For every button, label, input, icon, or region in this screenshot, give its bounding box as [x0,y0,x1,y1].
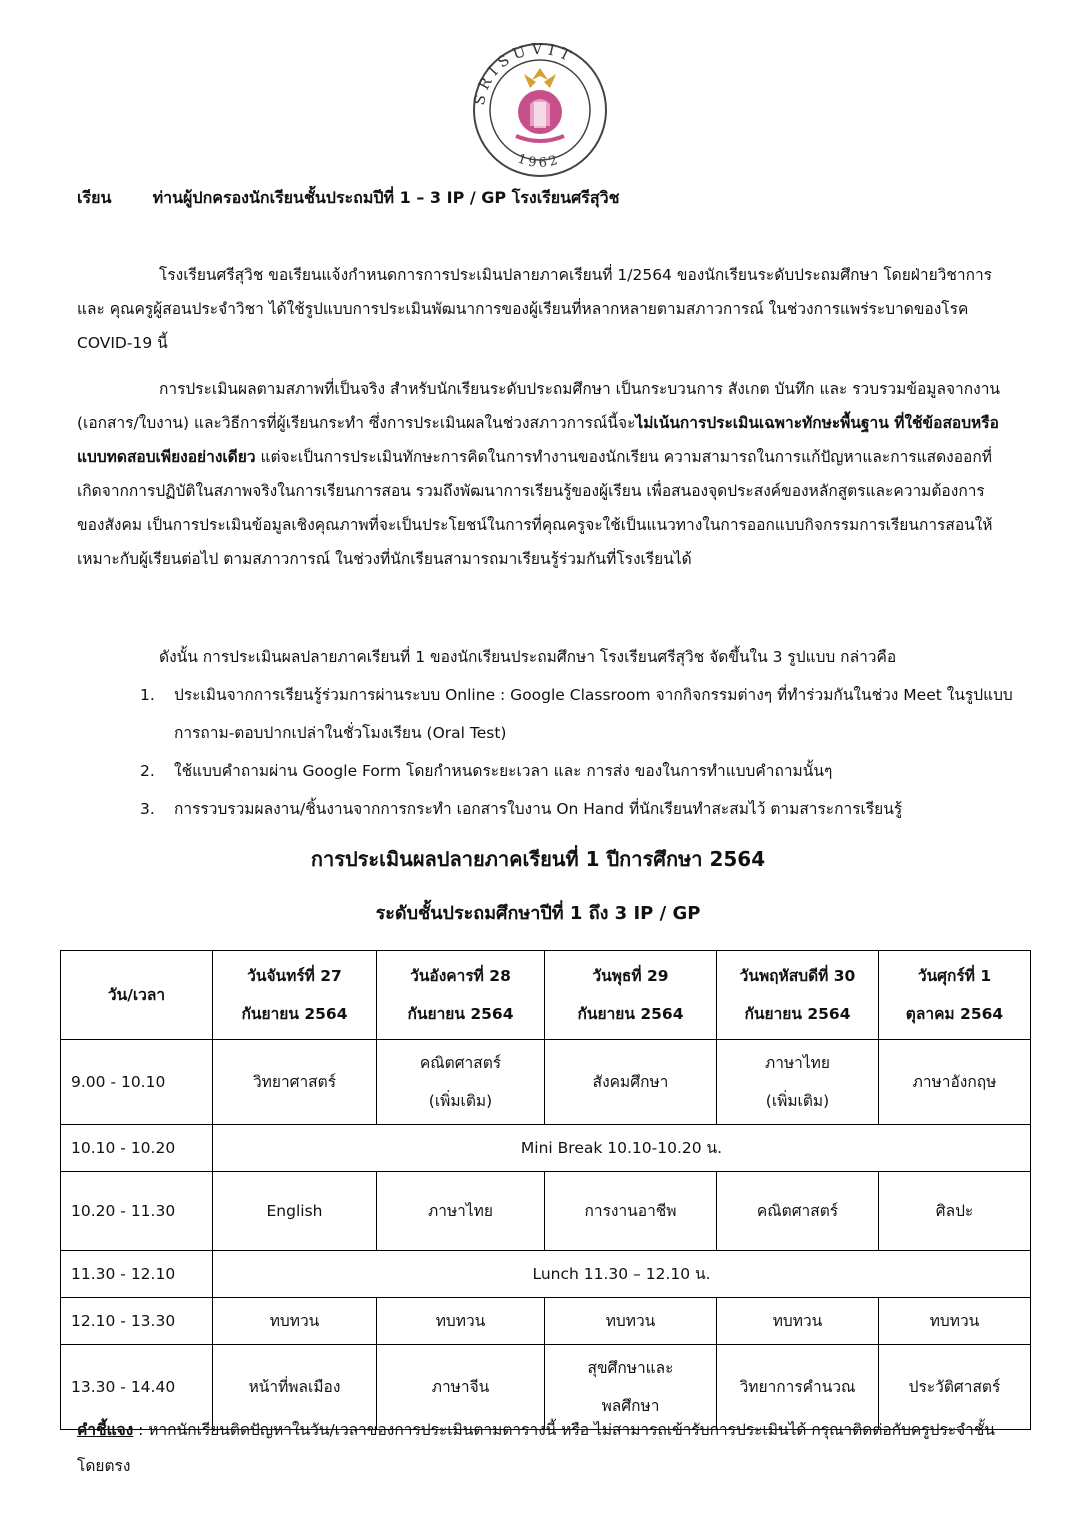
table-row [61,1298,1031,1345]
logo-emblem [516,68,564,141]
header-day: วันพุธที่ 29 กันยายน 2564 [545,951,717,1040]
paragraph-formats: ดังนั้น การประเมินผลปลายภาคเรียนที่ 1 ของนักเรียนประถมศึกษา โรงเรียนศรีสุวิช จัดขึ้นใน 3 รูปแบบ กล่าวคือ [159,648,897,666]
subject-cell: ทบทวน [717,1298,879,1345]
table-row [61,1251,1031,1298]
subject-cell: สุขศึกษาและ พลศึกษา [545,1345,717,1430]
note-text: : หากนักเรียนติดปัญหาในวัน/เวลาของการประเมินตามตารางนี้ หรือ ไม่สามารถเข้ารับการประเมินได้ กรุณาติดต่อกับครูประจำชั้นโดยตรง [77,1421,996,1475]
subject-cell: การงานอาชีพ [545,1172,717,1251]
time-cell: 10.10 - 10.20 [61,1125,213,1172]
logo-year: 1962 [515,151,563,171]
subject-cell: ทบทวน [545,1298,717,1345]
subject-cell: คณิตศาสตร์ (เพิ่มเติม) [377,1040,545,1125]
salutation-text: ท่านผู้ปกครองนักเรียนชั้นประถมปีที่ 1 – 3 IP / GP โรงเรียนศรีสุวิช [152,188,620,207]
time-cell: 13.30 - 14.40 [61,1345,213,1430]
subject-cell: ภาษาไทย (เพิ่มเติม) [717,1040,879,1125]
table-row [61,1172,1031,1251]
table-row [61,1040,1031,1125]
subject-cell: ศิลปะ [879,1172,1031,1251]
break-cell: Mini Break 10.10-10.20 น. [213,1125,1031,1172]
lunch-cell: Lunch 11.30 – 12.10 น. [213,1251,1031,1298]
subject-cell: วิทยาการคำนวณ [717,1345,879,1430]
header-day: วันพฤหัสบดีที่ 30 กันยายน 2564 [717,951,879,1040]
subject-cell: English [213,1172,377,1251]
subject-cell: ภาษาอังกฤษ [879,1040,1031,1125]
schedule-subtitle: ระดับชั้นประถมศึกษาปีที่ 1 ถึง 3 IP / GP [375,903,701,924]
list-item: 2. ใช้แบบคำถามผ่าน Google Form โดยกำหนดระยะเวลา และ การส่ง ของในการทำแบบคำถามนั้นๆ [140,762,833,780]
header-corner: วัน/เวลา [61,951,213,1040]
paragraph-assessment-part1: การประเมินผลตามสภาพที่เป็นจริง สำหรับนักเรียนระดับประถมศึกษา เป็นกระบวนการ สังเกต บันทึก และ รวบรวมข้อมูลจากงาน (เอกสาร/ใบงาน) และวิธีการที่ผู้เรียนกระทำ ซึ่งการประเมินผลในช่วงสภาวการณ์นี้จะ [77,380,1001,432]
explanatory-note [77,1412,1012,1484]
subject-cell: ประวัติศาสตร์ [879,1345,1031,1430]
list-item: 1. ประเมินจากการเรียนรู้ร่วมการผ่านระบบ Online : Google Classroom จากกิจกรรมต่างๆ ที่ทำร่วมกันในช่วง Meet ในรูปแบบ การถาม-ตอบปากเปล่าในชั่วโมงเรียน (Oral Test) [140,686,1013,742]
header-day: วันจันทร์ที่ 27 กันยายน 2564 [213,951,377,1040]
paragraph-assessment-part2: แต่จะเป็นการประเมินทักษะการคิดในการทำงานของนักเรียน ความสามารถในการแก้ปัญหาและการแสดงออกที่เกิดจากการปฏิบัติในสภาพจริงในการเรียนการสอน รวมถึงพัฒนาการเรียนรู้ของผู้เรียน เพื่อสนองจุดประสงค์ของหลักสูตรและความต้องการของสังคม เป็นการประเมินข้อมูลเชิงคุณภาพที่จะเป็นประโยชน์ในการที่คุณครูจะใช้เป็นแนวทางในการออกแบบกิจกรรมการเรียนการสอนให้เหมาะกับผู้เรียนต่อไป ตามสภาวการณ์ ในช่วงที่นักเรียนสามารถมาเรียนรู้ร่วมกันที่โรงเรียนได้ [77,448,993,568]
school-logo [460,40,620,180]
subject-cell: หน้าที่พลเมือง [213,1345,377,1430]
paragraph-assessment-emphasis: ไม่เน้นการประเมินเฉพาะทักษะพื้นฐาน ที่ใช้ข้อสอบหรือแบบทดสอบเพียงอย่างเดียว [77,414,999,466]
header-day: วันอังคารที่ 28 กันยายน 2564 [377,951,545,1040]
subject-cell: คณิตศาสตร์ [717,1172,879,1251]
subject-cell: ภาษาจีน [377,1345,545,1430]
header-day: วันศุกร์ที่ 1 ตุลาคม 2564 [879,951,1031,1040]
subject-cell: ทบทวน [213,1298,377,1345]
schedule-title: การประเมินผลปลายภาคเรียนที่ 1 ปีการศึกษา 2564 [310,847,766,871]
time-cell: 9.00 - 10.10 [61,1040,213,1125]
paragraph-assessment [77,372,1012,576]
time-cell: 11.30 - 12.10 [61,1251,213,1298]
subject-cell: สังคมศึกษา [545,1040,717,1125]
salutation-label: เรียน [77,188,112,207]
note-label: คำชี้แจง [77,1421,134,1439]
exam-schedule-table [60,950,1031,1430]
subject-cell: วิทยาศาสตร์ [213,1040,377,1125]
table-header-row [61,951,1031,1040]
list-item: 3. การรวบรวมผลงาน/ชิ้นงานจากการกระทำ เอกสารใบงาน On Hand ที่นักเรียนทำสะสมไว้ ตามสาระการเรียนรู้ [140,800,903,818]
salutation [77,186,619,211]
time-cell: 10.20 - 11.30 [61,1172,213,1251]
table-row [61,1125,1031,1172]
svg-text:SRISUVIT [470,40,578,107]
svg-text:1962 [516,152,563,171]
subject-cell: ภาษาไทย [377,1172,545,1251]
paragraph-intro: โรงเรียนศรีสุวิช ขอเรียนแจ้งกำหนดการการประเมินปลายภาคเรียนที่ 1/2564 ของนักเรียนระดับประถมศึกษา โดยฝ่ายวิชาการ และ คุณครูผู้สอนประจำวิชา ได้ใช้รูปแบบการประเมินพัฒนาการของผู้เรียนที่หลากหลายตามสภาวการณ์ ในช่วงการแพร่ระบาดของโรค COVID-19 นี้ [77,266,993,352]
time-cell: 12.10 - 13.30 [61,1298,213,1345]
logo-ring-text: SRISUVIT [469,40,578,107]
subject-cell: ทบทวน [879,1298,1031,1345]
subject-cell: ทบทวน [377,1298,545,1345]
assessment-format-list [140,676,1020,828]
